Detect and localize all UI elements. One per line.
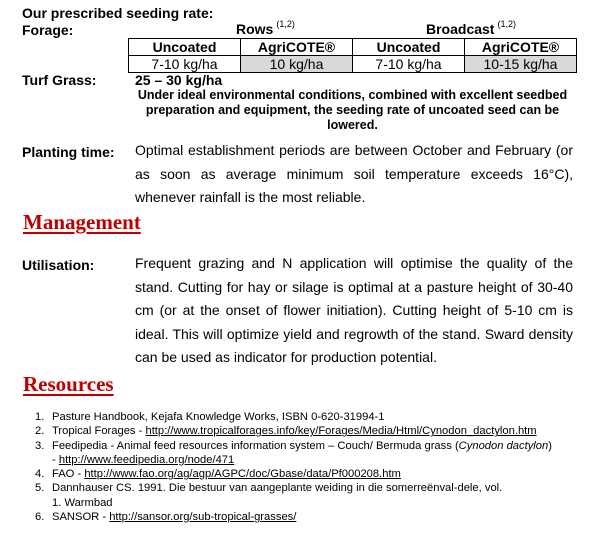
list-item — [35, 467, 595, 481]
item-text: Feedipedia - Animal feed resources information system – Couch/ Bermuda grass ( — [52, 439, 459, 452]
rows-footnote: (1,2) — [276, 19, 295, 29]
value-rows-agricote: 10 kg/ha — [241, 56, 353, 73]
item-number: 5. — [35, 482, 45, 495]
planting-time-text: Optimal establishment periods are between October and February (or as soon as average minimum soil temperature exceeds 16°C), whenever rainfall is the most reliable. — [135, 142, 573, 205]
turf-grass-note: Under ideal environmental conditions, combined with excellent seedbed preparation and equipment, the seeding rate of uncoated seed can be lowered. — [137, 88, 568, 132]
value-broadcast-uncoated: 7-10 kg/ha — [353, 56, 465, 73]
broadcast-label: Broadcast — [426, 21, 495, 37]
seeding-rate-table — [128, 38, 577, 73]
resources-heading: Resources — [23, 372, 114, 396]
item-text: SANSOR - — [52, 511, 110, 524]
item-separator: - — [52, 453, 59, 466]
turf-grass-label: Turf Grass: — [22, 72, 97, 88]
table-header-row — [129, 39, 577, 56]
item-number: 4. — [35, 468, 45, 481]
table-row — [129, 56, 577, 73]
value-broadcast-agricote: 10-15 kg/ha — [465, 56, 577, 73]
sansor-link[interactable]: http://sansor.org/sub-tropical-grasses/ — [109, 511, 297, 524]
broadcast-footnote: (1,2) — [497, 19, 516, 29]
header-broadcast-uncoated: Uncoated — [353, 39, 465, 56]
item-number: 3. — [35, 439, 45, 452]
header-rows-agricote: AgriCOTE® — [241, 39, 353, 56]
feedipedia-link[interactable]: http://www.feedipedia.org/node/471 — [58, 453, 235, 466]
broadcast-group-label — [426, 21, 516, 37]
rows-label: Rows — [236, 21, 274, 37]
utilisation-text: Frequent grazing and N application will optimise the quality of the stand. Cutting for hay or silage is optimal at a pasture height of 30-40 cm (or at the onset of flower initiation). Cutting height of 5-10 cm is ideal. This will optimize yield and regrowth of the stand. Sward density can be used as indicator for production potential. — [135, 255, 573, 365]
fao-link[interactable]: http://www.fao.org/ag/agp/AGPC/doc/Gbase/data/Pf000208.htm — [84, 468, 401, 481]
header-rows-uncoated: Uncoated — [129, 39, 241, 56]
resources-list — [35, 410, 595, 524]
item-text: Pasture Handbook, Kejafa Knowledge Works, ISBN 0-620-31994-1 — [52, 411, 385, 423]
management-heading: Management — [23, 210, 141, 234]
list-item — [35, 410, 595, 424]
tropical-forages-link[interactable]: http://www.tropicalforages.info/key/Forages/Media/Html/Cynodon_dactylon.htm — [145, 425, 537, 438]
turf-grass-rate: 25 – 30 kg/ha — [135, 72, 223, 88]
species-name: Cynodon dactylon — [458, 439, 549, 452]
list-item — [35, 439, 595, 468]
item-number: 6. — [35, 511, 45, 524]
header-broadcast-agricote: AgriCOTE® — [465, 39, 577, 56]
item-number: 2. — [35, 425, 45, 438]
item-number: 1. — [35, 411, 45, 423]
value-rows-uncoated: 7-10 kg/ha — [129, 56, 241, 73]
item-text-close: ) — [548, 439, 552, 452]
list-item — [35, 481, 595, 510]
item-text: Tropical Forages - — [52, 425, 146, 438]
list-item — [35, 424, 595, 438]
forage-label: Forage: — [22, 22, 74, 38]
list-item — [35, 510, 595, 524]
planting-time-label: Planting time: — [22, 144, 115, 160]
rows-group-label — [236, 21, 295, 37]
item-text: Dannhauser CS. 1991. Die bestuur van aangeplante weiding in die somerreënval-dele, vol. 1. Warmbad — [52, 482, 503, 509]
item-text: FAO - — [52, 468, 85, 481]
seeding-rate-title: Our prescribed seeding rate: — [22, 5, 214, 21]
utilisation-label: Utilisation: — [22, 257, 95, 273]
